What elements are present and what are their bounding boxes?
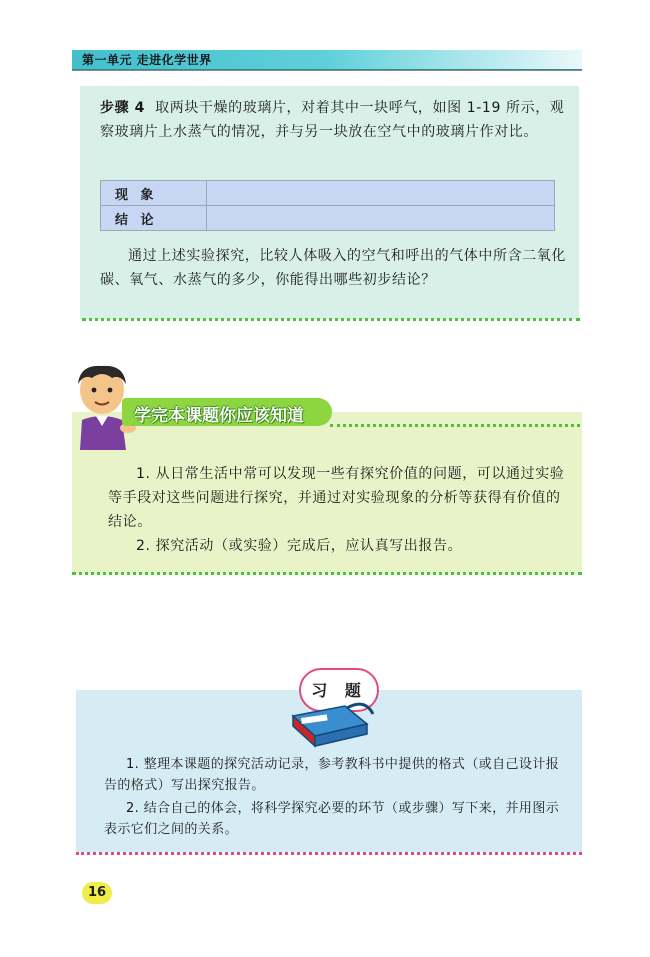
unit-title: 第一单元 走进化学世界	[82, 53, 212, 67]
list-item: 2. 结合自己的体会，将科学探究必要的环节（或步骤）写下来，并用图示表示它们之间的关系。	[104, 801, 560, 837]
list-item: 1. 整理本课题的探究活动记录，参考教科书中提供的格式（或自己设计报告的格式）写出探究报告。	[104, 757, 560, 793]
dotted-divider	[330, 424, 580, 427]
knowledge-list	[108, 462, 568, 558]
table-row-value	[207, 181, 555, 206]
table-row	[101, 181, 555, 206]
exercises-title: 习 题	[311, 681, 367, 700]
step4-label: 步骤 4	[100, 100, 146, 116]
header-divider	[72, 70, 582, 71]
list-item: 2. 探究活动（或实验）完成后，应认真写出报告。	[136, 538, 463, 554]
knowledge-title: 学完本课题你应该知道	[134, 406, 304, 426]
page-number: 16	[82, 882, 112, 904]
dotted-divider	[76, 852, 582, 855]
table-row-value	[207, 206, 555, 231]
list-item: 1. 从日常生活中常可以发现一些有探究价值的问题，可以通过实验等手段对这些问题进行探究，并通过对实验现象的分析等获得有价值的结论。	[108, 466, 565, 530]
dotted-divider	[72, 572, 582, 575]
step4-paragraph	[100, 96, 570, 144]
knowledge-banner	[122, 398, 332, 426]
table-row	[101, 206, 555, 231]
exercises-list	[104, 754, 572, 842]
table-row-label: 结 论	[101, 206, 207, 231]
dotted-divider	[82, 318, 580, 321]
book-bag-icon	[285, 700, 380, 750]
unit-header	[72, 50, 582, 71]
table-row-label: 现 象	[101, 181, 207, 206]
step4-text: 取两块干燥的玻璃片，对着其中一块呼气，如图 1-19 所示，观察玻璃片上水蒸气的情况，并与另一块放在空气中的玻璃片作对比。	[100, 100, 565, 140]
summary-question: 通过上述实验探究，比较人体吸入的空气和呼出的气体中所含二氧化碳、氧气、水蒸气的多少，你能得出哪些初步结论？	[100, 248, 566, 288]
observation-table	[100, 180, 555, 231]
